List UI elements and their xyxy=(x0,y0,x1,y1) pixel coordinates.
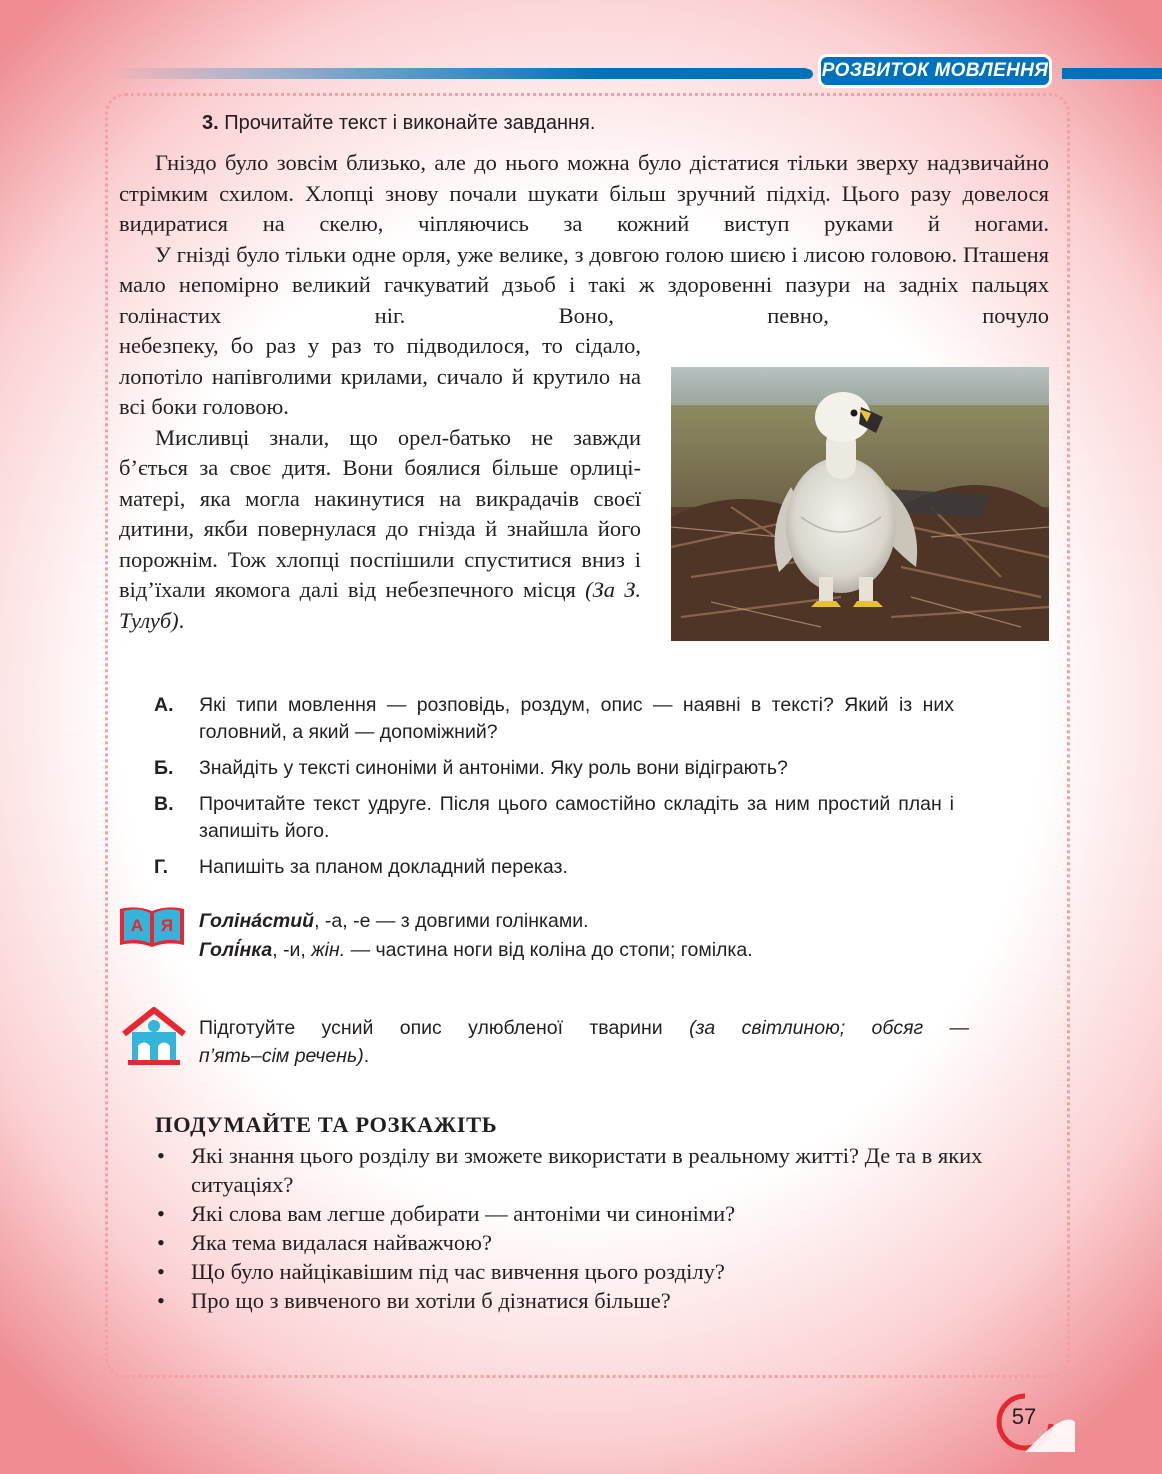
list-item xyxy=(155,1199,1055,1228)
question-b xyxy=(154,755,954,782)
glossary-definition: — частина ноги від коліна до стопи; гомілка. xyxy=(345,939,753,961)
homework-note-2: п’ять–сім речень) xyxy=(199,1045,364,1067)
bullet: • xyxy=(157,1143,165,1168)
eaglet-photo xyxy=(671,367,1049,641)
list-item xyxy=(155,1286,1055,1315)
list-item xyxy=(155,1141,1055,1199)
dictionary-book-icon xyxy=(118,903,186,951)
header-dot xyxy=(803,69,813,79)
home-icon xyxy=(120,1006,188,1066)
glossary-word: Голіна́стий xyxy=(199,910,315,932)
page-number: 57 xyxy=(1011,1404,1037,1429)
question-g xyxy=(154,854,954,881)
paragraph-2: У гнізді було тільки одне орля, уже велике, з довгою голою шиєю і лисою головою. Пташеня мало непомірно великий гачкуватий дзьоб і такі ж здоровенні пазури на задніх пальцях голінастих ніг. Воно, певно, почуло xyxy=(119,241,1049,328)
glossary-icon-letter-ya: Я xyxy=(160,916,174,935)
homework-task xyxy=(199,1014,969,1070)
paragraph-3-text: Мисливці знали, що орел-батько не завжди б’ється за своє дитя. Вони боялися більше орлиці-матері, яка могла накинутися на викрадачів своєї дитини, якби повернулася до гнізда й знайшла його порожнім. Тож хлопці поспішили спуститися вниз і від’їхали якомога далі від небезпечного місця xyxy=(119,424,641,602)
homework-end: . xyxy=(363,1045,370,1067)
task-instruction: Прочитайте текст і виконайте завдання. xyxy=(224,112,596,134)
list-item xyxy=(155,1257,1055,1286)
homework-line-2 xyxy=(199,1042,969,1070)
header-bar xyxy=(110,68,810,79)
question-letter: В. xyxy=(154,793,174,815)
task-heading xyxy=(202,112,595,135)
homework-line-1 xyxy=(199,1014,969,1042)
list-item-text: Яка тема видалася найважчою? xyxy=(191,1230,492,1255)
header-bar-right xyxy=(1062,68,1162,79)
glossary-icon-letter-a: А xyxy=(130,916,144,935)
list-item-text: Про що з вивченого ви хотіли б дізнатися більше? xyxy=(191,1288,671,1313)
bullet: • xyxy=(157,1288,165,1313)
task-number: 3. xyxy=(202,112,219,134)
question-text: Знайдіть у тексті синоніми й антоніми. Яку роль вони відіграють? xyxy=(199,757,788,779)
list-item xyxy=(155,1228,1055,1257)
glossary-gender: жін. xyxy=(311,939,346,961)
glossary-grammar: , -а, -е — xyxy=(314,910,401,932)
list-item-text: Які слова вам легше добирати — антоніми чи синоніми? xyxy=(191,1201,736,1226)
questions-list xyxy=(154,692,954,890)
question-a xyxy=(154,692,954,746)
paragraph-3: Мисливці знали, що орел-батько не завжди б’ється за своє дитя. Вони боялися більше орлиці-матері, яка могла накинутися на викрадачів своєї дитини, якби повернулася до гнізда й знайшла його порожнім. Тож хлопці поспішили спуститися вниз і від’їхали якомога далі від небезпечного місця (За З. Тулуб). xyxy=(119,424,641,633)
question-text: Які типи мовлення — розповідь, роздум, опис — наявні в тексті? Який із них головний, а який — допоміжний? xyxy=(199,694,954,743)
bullet: • xyxy=(157,1201,165,1226)
question-text: Напишіть за планом докладний переказ. xyxy=(199,856,568,878)
paragraph-1: Гніздо було зовсім близько, але до нього можна було дістатися тільки зверху надзвичайно стрімким схилом. Хлопці знову почали шукати більш зручний підхід. Цього разу довелося видиратися на скелю, чіпляючись за кожний виступ руками й ногами. xyxy=(119,150,1049,236)
homework-text: Підготуйте усний опис улюбленої тварини xyxy=(199,1017,690,1039)
homework-note-1: (за світлиною; обсяг — xyxy=(689,1017,970,1039)
paragraph-2-rest: небезпеку, бо раз у раз то підводилося, то сідало, лопотіло напівголими крилами, сичало й крутило на всі боки головою. xyxy=(119,333,641,419)
section-badge: РОЗВИТОК МОВЛЕННЯ xyxy=(818,54,1052,88)
question-v xyxy=(154,791,954,845)
list-item-text: Які знання цього розділу ви зможете використати в реальному житті? Де та в яких ситуаціях? xyxy=(191,1143,983,1197)
narrow-column xyxy=(119,331,641,636)
glossary-grammar: , -и, xyxy=(272,939,312,961)
list-item-text: Що було найцікавішим під час вивчення цього розділу? xyxy=(191,1259,725,1284)
glossary-entry xyxy=(199,907,753,936)
think-title: ПОДУМАЙТЕ ТА РОЗКАЖІТЬ xyxy=(155,1112,498,1137)
bullet: • xyxy=(157,1230,165,1255)
question-text: Прочитайте текст удруге. Після цього самостійно складіть за ним простий план і запишіть його. xyxy=(199,793,954,842)
think-list xyxy=(155,1141,1055,1315)
glossary xyxy=(199,907,753,965)
bullet: • xyxy=(157,1259,165,1284)
glossary-word: Голі́нка xyxy=(199,939,273,961)
question-letter: Г. xyxy=(154,856,169,878)
glossary-entry xyxy=(199,936,753,965)
question-letter: Б. xyxy=(154,757,174,779)
question-letter: А. xyxy=(154,694,174,716)
source-citation: (За З. Тулуб) xyxy=(119,577,641,633)
glossary-definition: з довгими голінками. xyxy=(400,910,589,932)
